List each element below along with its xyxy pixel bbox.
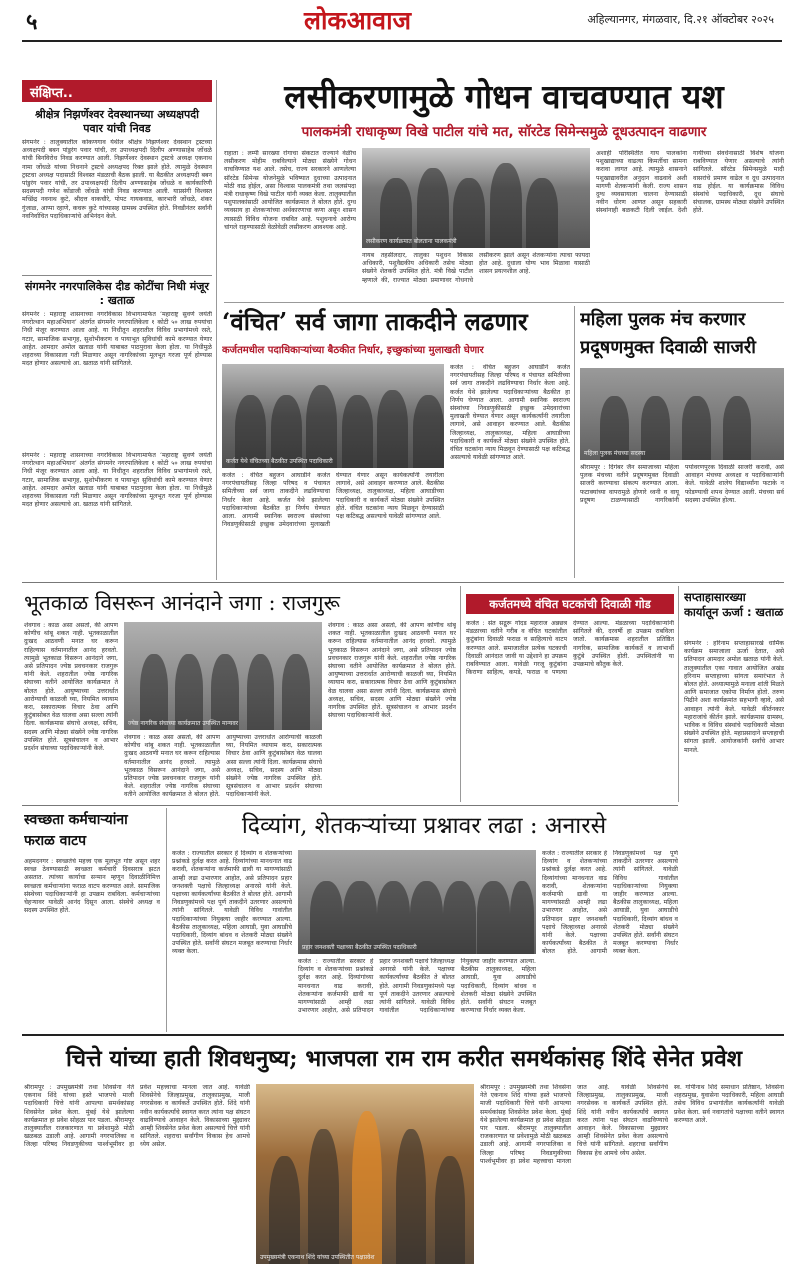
brief-1-title: श्रीक्षेत्र निझर्णेश्वर देवस्थानच्या अध्यक्षपदी पवार यांची निवड — [35, 108, 199, 135]
divyang-headline: दिव्यांग, शेतकऱ्यांच्या प्रश्नावर लढा : अनारसे — [241, 813, 607, 839]
chitte-headline: चित्ते यांच्या हाती शिवधनुष्य; भाजपला राम राम करीत समर्थकांसह शिंदे सेनेत प्रवेश — [65, 1046, 743, 1072]
chitte-photo — [256, 1084, 474, 1264]
rajguru-body-mid: शेवगाव : काळ असा असतो, की आपण कोणीच थांबू शकत नाही. भूतकाळातील दुःखद आठवणी मनात घर करून राहिल्यास वर्तमानातील आनंद हरवतो. त्यामुळे भूतकाळ विसरून आनंदाने जगा, असे प्रतिपादन ज्येष्ठ प्रवचनकार राजगुरू यांनी केले. शहरातील ज्येष्ठ नागरिक संघाच्या वतीने आयोजित कार्यक्रमात ते बोलत होते. आयुष्याच्या उत्तरार्धात आरोग्याची काळजी घ्या, नियमित व्यायाम करा, सकारात्मक विचार ठेवा आणि कुटुंबासोबत वेळ घालवा असा सल्ला त्यांनी दिला. कार्यक्रमास संघाचे अध्यक्ष, सचिव, सदस्य आणि मोठ्या संख्येने ज्येष्ठ नागरिक उपस्थित होते. सूत्रसंचालन व आभार प्रदर्शन संघाच्या पदाधिकाऱ्यांनी केले. — [124, 734, 322, 799]
top-story-body-mid: नायब तहसीलदार, तालुका पशुधन विकास अधिकारी, पशुवैद्यकीय अधिकारी तसेच मोठ्या संख्येने शेतकरी उपस्थित होते. मंत्री विखे पाटील म्हणाले की, राज्यात मोठ्या प्रमाणावर गोधनाचे लसीकरण झाले असून शेतकऱ्यांना त्याचा फायदा होत आहे. दुधाला योग्य भाव मिळावा यासाठी शासन प्रयत्नशील आहे. — [362, 252, 590, 284]
top-story-photo-caption: लसीकरण कार्यक्रमात बोलताना पालकमंत्री — [366, 238, 457, 245]
divyang-photo — [298, 850, 536, 954]
mahila-photo-caption: महिला पुलक मंचच्या सदस्या — [584, 450, 646, 457]
saptah-headline: सप्ताहासारख्या कार्यातून ऊर्जा : खताळ — [684, 590, 784, 619]
vanchit-subheadline: कर्जतमधील पदाधिकाऱ्यांच्या बैठकीत निर्धार, इच्छुकांच्या मुलाखती घेणार — [222, 345, 484, 356]
brief-2-body-cont: संगमनेर : महाराष्ट्र शासनाच्या नगरविकास विभागामार्फत ‘महाराष्ट्र सुवर्ण जयंती नगरोत्थान महाअभियान’ अंतर्गत संगमनेर नगरपालिकेला १ कोटी ५० लाख रुपयांचा निधी मंजूर करण्यात आला आहे. या निधीतून शहरातील विविध प्रभागांमध्ये रस्ते, गटार, सामाजिक सभागृह, सुशोभीकरण व पायाभूत सुविधांची कामे करण्यात येणार आहेत. आमदार अमोल खताळ यांनी याबाबत पाठपुरावा केला होता. या निधीमुळे शहराच्या विकासाला गती मिळणार असून नागरिकांच्या मूलभूत गरजा पूर्ण होण्यास मदत होणार असल्याचे आ. खताळ यांनी सांगितले. — [22, 452, 212, 509]
top-story-subheadline: पालकमंत्री राधाकृष्ण विखे पाटील यांचे मत, सॉरटेड सिमेन्समुळे दूधउत्पादन वाढणार — [301, 124, 707, 140]
mahila-photo — [580, 368, 784, 460]
page-number: ५ — [26, 9, 38, 35]
swachhata-body: अहमदनगर : स्वच्छतेचे महत्त्व एक मूलभूत गोष्ट असून शहर स्वच्छ ठेवण्यासाठी स्वच्छता कर्मचारी दिवसरात्र झटत असतात. त्यांच्या कार्याचा सन्मान म्हणून दिवाळीनिमित्त स्वच्छता कर्मचाऱ्यांना फराळ वाटप करण्यात आले. सामाजिक संस्थेच्या पदाधिकाऱ्यांनी हा उपक्रम राबविला. कर्मचाऱ्यांच्या चेहऱ्यावर यावेळी आनंद दिसून आला. संस्थेचे अध्यक्ष व सदस्य उपस्थित होते. — [24, 858, 160, 915]
divyang-body-right: कर्जत : राज्यातील सरकार हे दिव्यांग व शेतकऱ्यांच्या प्रश्नांकडे दुर्लक्ष करत आहे. दिव्यांगांच्या मानधनात वाढ करावी, शेतकऱ्यांना कर्जमाफी द्यावी या मागण्यांसाठी आम्ही लढा उभारणार आहोत, असे प्रतिपादन प्रहार जनशक्ती पक्षाचे जिल्हाध्यक्ष अनारसे यांनी केले. पक्षाच्या कार्यकर्त्यांच्या बैठकीत ते बोलत होते. आगामी निवडणुकांमध्ये पक्ष पूर्ण ताकदीने उतरणार असल्याचे त्यांनी सांगितले. यावेळी विविध गावांतील पदाधिकाऱ्यांच्या नियुक्त्या जाहीर करण्यात आल्या. बैठकीस तालुकाध्यक्ष, महिला आघाडी, युवा आघाडीचे पदाधिकारी, दिव्यांग बांधव व शेतकरी मोठ्या संख्येने उपस्थित होते. सर्वांनी संघटन मजबूत करण्याचा निर्धार व्यक्त केला. — [542, 850, 678, 956]
brief-1-body: संगमनेर : तालुक्यातील कोकणगाव येथील श्रीक्षेत्र निझर्णेश्वर देवस्थान ट्रस्टच्या अध्यक्षपदी बबन पांडुरंग पवार यांची, तर उपाध्यक्षपदी दिलीप अण्णासाहेब जोंधळे यांची बिनविरोध निवड करण्यात आली. निझर्णेश्वर देवस्थान ट्रस्टचे अध्यक्ष एकनाथ नामा जोंधळे यांच्या निधनाने ट्रस्टचे अध्यक्षपद रिक्त झाले होते. त्यामुळे देवस्थान ट्रस्टचा अध्यक्ष पदासाठी विश्वस्त मंडळाची बैठक झाली. या बैठकीत अध्यक्षपदी बबन पांडुरंग पवार यांची, तर उपाध्यक्षपदी दिलीप अण्णासाहेब जोंधळे व कार्यकारिणी सदस्यपदी गणेश कोंडाजी जोंधळे यांची निवड करण्यात आली. याप्रसंगी विश्वस्त मच्छिंद्र नवनाथ कुटे, श्रीदत्त वाकचौरे, पोपट गायकवाड, कारभारी जोंधळे, शंकर गुंजाळ, आप्पा रहाणे, कचरू कुटे यांच्यासह ग्रामस्थ उपस्थित होते. निवडीनंतर सर्वांनी नवनिर्वाचित पदाधिकाऱ्यांचे अभिनंदन केले. — [22, 139, 212, 220]
saptah-body: संगमनेर : हरिनाम सप्ताहासारखे धार्मिक कार्यक्रम समाजाला ऊर्जा देतात, असे प्रतिपादन आमदार अमोल खताळ यांनी केले. तालुक्यातील एका गावात आयोजित अखंड हरिनाम सप्ताहाच्या सांगता समारंभात ते बोलत होते. अध्यात्मामुळे मनाला शांती मिळते आणि समाजात एकोपा निर्माण होतो. तरुण पिढीने अशा कार्यक्रमांत सहभागी व्हावे, असे आवाहन त्यांनी केले. यावेळी कीर्तनकार महाराजांचे कीर्तन झाले. कार्यक्रमास ग्रामस्थ, भाविक व विविध संस्थांचे पदाधिकारी मोठ्या संख्येने उपस्थित होते. महाप्रसादाने सप्ताहाची सांगता झाली. आयोजकांनी सर्वांचे आभार मानले. — [684, 640, 784, 754]
vanchit-body: कर्जत : वंचित बहुजन आघाडीने कर्जत नगरपंचायतीसह जिल्हा परिषद व पंचायत समितीच्या सर्व जागा ताकदीने लढविण्याचा निर्धार केला आहे. कर्जत येथे झालेल्या पदाधिकाऱ्यांच्या बैठकीत हा निर्णय घेण्यात आला. आगामी स्थानिक स्वराज्य संस्थांच्या निवडणुकीसाठी इच्छुक उमेदवारांच्या मुलाखती घेण्यात येणार असून कार्यकर्त्यांनी तयारीला लागावे, असे आवाहन करण्यात आले. बैठकीस जिल्हाध्यक्ष, तालुकाध्यक्ष, महिला आघाडीच्या पदाधिकारी व कार्यकर्ते मोठ्या संख्येने उपस्थित होते. वंचित घटकांना न्याय मिळवून देण्यासाठी पक्ष कटिबद्ध असल्याचे यावेळी सांगण्यात आले. — [222, 472, 444, 529]
rajguru-photo-caption: ज्येष्ठ नागरिक संघाच्या कार्यक्रमात उपस्थित मान्यवर — [128, 720, 239, 727]
divyang-body-left: कर्जत : राज्यातील सरकार हे दिव्यांग व शेतकऱ्यांच्या प्रश्नांकडे दुर्लक्ष करत आहे. दिव्यांगांच्या मानधनात वाढ करावी, शेतकऱ्यांना कर्जमाफी द्यावी या मागण्यांसाठी आम्ही लढा उभारणार आहोत, असे प्रतिपादन प्रहार जनशक्ती पक्षाचे जिल्हाध्यक्ष अनारसे यांनी केले. पक्षाच्या कार्यकर्त्यांच्या बैठकीत ते बोलत होते. आगामी निवडणुकांमध्ये पक्ष पूर्ण ताकदीने उतरणार असल्याचे त्यांनी सांगितले. यावेळी विविध गावांतील पदाधिकाऱ्यांच्या नियुक्त्या जाहीर करण्यात आल्या. बैठकीस तालुकाध्यक्ष, महिला आघाडी, युवा आघाडीचे पदाधिकारी, दिव्यांग बांधव व शेतकरी मोठ्या संख्येने उपस्थित होते. सर्वांनी संघटन मजबूत करण्याचा निर्धार व्यक्त केला. — [172, 850, 292, 956]
vanchit-photo-caption: कर्जत येथे वंचितच्या बैठकीत उपस्थित पदाधिकारी — [226, 458, 333, 465]
mahila-headline: महिला पुलक मंच करणार प्रदूषणमुक्त दिवाळी साजरी — [580, 309, 756, 358]
divyang-photo-caption: प्रहार जनशक्ती पक्षाच्या बैठकीत उपस्थित पदाधिकारी — [302, 944, 417, 951]
karjat-diwali-headline: कर्जतमध्ये वंचित घटकांची दिवाळी गोड — [466, 594, 674, 614]
rajguru-headline: भूतकाळ विसरून आनंदाने जगा : राजगुरू — [24, 591, 340, 615]
sidebar-heading: संक्षिप्त.. — [22, 80, 212, 102]
brief-2-body: संगमनेर : महाराष्ट्र शासनाच्या नगरविकास विभागामार्फत ‘महाराष्ट्र सुवर्ण जयंती नगरोत्थान महाअभियान’ अंतर्गत संगमनेर नगरपालिकेला १ कोटी ५० लाख रुपयांचा निधी मंजूर करण्यात आला आहे. या निधीतून शहरातील विविध प्रभागांमध्ये रस्ते, गटार, सामाजिक सभागृह, सुशोभीकरण व पायाभूत सुविधांची कामे करण्यात येणार आहेत. आमदार अमोल खताळ यांनी याबाबत पाठपुरावा केला होता. या निधीमुळे शहराच्या विकासाला गती मिळणार असून नागरिकांच्या मूलभूत गरजा पूर्ण होण्यास मदत होणार असल्याचे आ. खताळ यांनी सांगितले. — [22, 311, 212, 368]
top-story-body-right: अशाही परिस्थितीत गाय पालकांना पशुखाद्याच्या वाढत्या किमतींचा सामना करावा लागत आहे. त्यामुळे शासनाने पशुखाद्यावरील अनुदान वाढवावे अशी मागणी शेतकऱ्यांनी केली. राज्य शासन दुग्ध व्यवसायाला चालना देण्यासाठी नवीन धोरण आणत असून सहकारी संस्थांनाही बळकटी दिली जाईल. देशी गायींच्या संवर्धनासाठी विशेष योजना राबविण्यात येणार असल्याचे त्यांनी सांगितले. सॉरटेड सिमेन्समुळे मादी वासरांचे प्रमाण वाढेल व दूध उत्पादनात वाढ होईल. या कार्यक्रमास विविध संस्थांचे पदाधिकारी, दूध संघाचे संचालक, ग्रामस्थ मोठ्या संख्येने उपस्थित होते. — [596, 150, 784, 215]
masthead-logo: लोकआवाज — [304, 6, 412, 35]
vanchit-photo — [222, 364, 444, 468]
top-story-headline: लसीकरणामुळे गोधन वाचवण्यात यश — [284, 77, 724, 116]
vanchit-headline: ‘वंचित’ सर्व जागा ताकदीने लढणार — [222, 307, 528, 336]
top-story-body-left: राहाता : लम्पी सारख्या रोगाचा संकटात राज्याने वेळीच लसीकरण मोहीम राबविल्याने मोठ्या संख्येने गोधन वाचविण्यात यश आले. तसेच, राज्य सरकारने आणलेल्या सॉरटेड सिमेन्स योजनेमुळे भविष्यात दुधाच्या उत्पादनात मोठी वाढ होईल, असा विश्वास पालकमंत्री तथा जलसंपदा मंत्री राधाकृष्ण विखे पाटील यांनी व्यक्त केला. तालुक्यातील पशुपालकांसाठी आयोजित कार्यक्रमात ते बोलत होते. दुग्ध व्यवसाय हा शेतकऱ्यांच्या अर्थकारणाचा कणा असून शासन त्यासाठी विविध योजना राबवित आहे. पशुधनाचे आरोग्य चांगले राहण्यासाठी वेळोवेळी लसीकरण आवश्यक आहे. — [224, 150, 356, 231]
rajguru-body-right: शेवगाव : काळ असा असतो, की आपण कोणीच थांबू शकत नाही. भूतकाळातील दुःखद आठवणी मनात घर करून राहिल्यास वर्तमानातील आनंद हरवतो. त्यामुळे भूतकाळ विसरून आनंदाने जगा, असे प्रतिपादन ज्येष्ठ प्रवचनकार राजगुरू यांनी केले. शहरातील ज्येष्ठ नागरिक संघाच्या वतीने आयोजित कार्यक्रमात ते बोलत होते. आयुष्याच्या उत्तरार्धात आरोग्याची काळजी घ्या, नियमित व्यायाम करा, सकारात्मक विचार ठेवा आणि कुटुंबासोबत वेळ घालवा असा सल्ला त्यांनी दिला. कार्यक्रमास संघाचे अध्यक्ष, सचिव, सदस्य आणि मोठ्या संख्येने ज्येष्ठ नागरिक उपस्थित होते. सूत्रसंचालन व आभार प्रदर्शन संघाच्या पदाधिकाऱ्यांनी केले. — [328, 622, 456, 720]
masthead — [0, 0, 800, 46]
chitte-body-left: श्रीरामपूर : उपमुख्यमंत्री तथा शिवसेना नेते एकनाथ शिंदे यांच्या हस्ते भाजपचे माजी पदाधिकारी चित्ते यांनी आपल्या समर्थकांसह शिवसेनेत प्रवेश केला. मुंबई येथे झालेल्या कार्यक्रमात हा प्रवेश सोहळा पार पडला. श्रीरामपूर तालुक्यातील राजकारणात या प्रवेशामुळे मोठी खळबळ उडाली आहे. आगामी नगरपालिका व जिल्हा परिषद निवडणुकीच्या पार्श्वभूमीवर हा प्रवेश महत्त्वाचा मानला जात आहे. यावेळी शिवसेनेचे जिल्हाप्रमुख, तालुकाप्रमुख, माजी नगरसेवक व कार्यकर्ते उपस्थित होते. शिंदे यांनी नवीन कार्यकर्त्यांचे स्वागत करत त्यांना पक्ष संघटन वाढविण्याचे आवाहन केले. विकासाच्या मुद्द्यावर आम्ही शिवसेनेत प्रवेश केला असल्याचे चित्ते यांनी सांगितले. शहराचा सर्वांगीण विकास हेच आमचे ध्येय असेल. — [24, 1084, 250, 1149]
sidebar-briefs — [22, 80, 212, 452]
vanchit-body-right: कर्जत : वंचित बहुजन आघाडीने कर्जत नगरपंचायतीसह जिल्हा परिषद व पंचायत समितीच्या सर्व जागा ताकदीने लढविण्याचा निर्धार केला आहे. कर्जत येथे झालेल्या पदाधिकाऱ्यांच्या बैठकीत हा निर्णय घेण्यात आला. आगामी स्थानिक स्वराज्य संस्थांच्या निवडणुकीसाठी इच्छुक उमेदवारांच्या मुलाखती घेण्यात येणार असून कार्यकर्त्यांनी तयारीला लागावे, असे आवाहन करण्यात आले. बैठकीस जिल्हाध्यक्ष, तालुकाध्यक्ष, महिला आघाडीच्या पदाधिकारी व कार्यकर्ते मोठ्या संख्येने उपस्थित होते. वंचित घटकांना न्याय मिळवून देण्यासाठी पक्ष कटिबद्ध असल्याचे यावेळी सांगण्यात आले. — [450, 364, 570, 462]
chitte-photo-caption: उपमुख्यमंत्री एकनाथ शिंदे यांच्या उपस्थितीत पक्षप्रवेश — [260, 1254, 375, 1261]
karjat-diwali-body: कर्जत : संत सद्गुरू गोदड महाराज अन्नछत्र मंडळाच्या वतीने गरीब व वंचित घटकांतील कुटुंबांना दिवाळी फराळ व साहित्याचे वाटप करण्यात आले. समाजातील प्रत्येक घटकाची दिवाळी आनंदात जावी या उद्देशाने हा उपक्रम राबविण्यात आला. यावेळी गरजू कुटुंबांना किराणा साहित्य, कपडे, फराळ व पणत्या देण्यात आल्या. मंडळाच्या पदाधिकाऱ्यांनी सांगितले की, दरवर्षी हा उपक्रम राबविला जातो. कार्यक्रमास शहरातील प्रतिष्ठित नागरिक, सामाजिक कार्यकर्ते व लाभार्थी कुटुंबे उपस्थित होती. उपस्थितांनी या उपक्रमाचे कौतुक केले. — [466, 620, 674, 677]
rajguru-photo — [124, 622, 322, 730]
divyang-body-mid: कर्जत : राज्यातील सरकार हे दिव्यांग व शेतकऱ्यांच्या प्रश्नांकडे दुर्लक्ष करत आहे. दिव्यांगांच्या मानधनात वाढ करावी, शेतकऱ्यांना कर्जमाफी द्यावी या मागण्यांसाठी आम्ही लढा उभारणार आहोत, असे प्रतिपादन प्रहार जनशक्ती पक्षाचे जिल्हाध्यक्ष अनारसे यांनी केले. पक्षाच्या कार्यकर्त्यांच्या बैठकीत ते बोलत होते. आगामी निवडणुकांमध्ये पक्ष पूर्ण ताकदीने उतरणार असल्याचे त्यांनी सांगितले. यावेळी विविध गावांतील पदाधिकाऱ्यांच्या नियुक्त्या जाहीर करण्यात आल्या. बैठकीस तालुकाध्यक्ष, महिला आघाडी, युवा आघाडीचे पदाधिकारी, दिव्यांग बांधव व शेतकरी मोठ्या संख्येने उपस्थित होते. सर्वांनी संघटन मजबूत करण्याचा निर्धार व्यक्त केला. — [298, 958, 536, 1015]
dateline: अहिल्यानगर, मंगळवार, दि.२१ ऑक्टोबर २०२५ — [587, 13, 774, 26]
top-story-photo — [362, 148, 590, 248]
swachhata-headline: स्वच्छता कर्मचाऱ्यांना फराळ वाटप — [24, 812, 128, 849]
brief-2-title: संगमनेर नगरपालिकेस दीड कोटींचा निधी मंजूर : खताळ — [25, 280, 209, 307]
rajguru-body-left: शेवगाव : काळ असा असतो, की आपण कोणीच थांबू शकत नाही. भूतकाळातील दुःखद आठवणी मनात घर करून राहिल्यास वर्तमानातील आनंद हरवतो. त्यामुळे भूतकाळ विसरून आनंदाने जगा, असे प्रतिपादन ज्येष्ठ प्रवचनकार राजगुरू यांनी केले. शहरातील ज्येष्ठ नागरिक संघाच्या वतीने आयोजित कार्यक्रमात ते बोलत होते. आयुष्याच्या उत्तरार्धात आरोग्याची काळजी घ्या, नियमित व्यायाम करा, सकारात्मक विचार ठेवा आणि कुटुंबासोबत वेळ घालवा असा सल्ला त्यांनी दिला. कार्यक्रमास संघाचे अध्यक्ष, सचिव, सदस्य आणि मोठ्या संख्येने ज्येष्ठ नागरिक उपस्थित होते. सूत्रसंचालन व आभार प्रदर्शन संघाच्या पदाधिकाऱ्यांनी केले. — [24, 622, 118, 753]
chitte-body-mid: श्रीरामपूर : उपमुख्यमंत्री तथा शिवसेना नेते एकनाथ शिंदे यांच्या हस्ते भाजपचे माजी पदाधिकारी चित्ते यांनी आपल्या समर्थकांसह शिवसेनेत प्रवेश केला. मुंबई येथे झालेल्या कार्यक्रमात हा प्रवेश सोहळा पार पडला. श्रीरामपूर तालुक्यातील राजकारणात या प्रवेशामुळे मोठी खळबळ उडाली आहे. आगामी नगरपालिका व जिल्हा परिषद निवडणुकीच्या पार्श्वभूमीवर हा प्रवेश महत्त्वाचा मानला जात आहे. यावेळी शिवसेनेचे जिल्हाप्रमुख, तालुकाप्रमुख, माजी नगरसेवक व कार्यकर्ते उपस्थित होते. शिंदे यांनी नवीन कार्यकर्त्यांचे स्वागत करत त्यांना पक्ष संघटन वाढविण्याचे आवाहन केले. विकासाच्या मुद्द्यावर आम्ही शिवसेनेत प्रवेश केला असल्याचे चित्ते यांनी सांगितले. शहराचा सर्वांगीण विकास हेच आमचे ध्येय असेल. — [480, 1084, 668, 1165]
chitte-body-right: स्व. गोपीनाथ शिंदे समाधान प्रतिष्ठान, शिवसेना शहरप्रमुख, युवासेना पदाधिकारी, महिला आघाडी तसेच विविध प्रभागांतील कार्यकर्त्यांनी यावेळी प्रवेश केला. सर्व नवागतांचे पक्षाच्या वतीने स्वागत करण्यात आले. — [674, 1084, 784, 1124]
mahila-body: श्रीरामपूर : दिगंबर जैन समाजाच्या महिला पुलक मंचच्या वतीने प्रदूषणमुक्त दिवाळी साजरी करण्याचा संकल्प करण्यात आला. फटाक्यांच्या वापरामुळे होणारे ध्वनी व वायू प्रदूषण टाळण्यासाठी नागरिकांनी पर्यावरणपूरक दिवाळी साजरी करावी, असे आवाहन मंचच्या अध्यक्षा व पदाधिकाऱ्यांनी केले. यावेळी शालेय विद्यार्थ्यांना फटाके न फोडण्याची शपथ देण्यात आली. मंचच्या सर्व सदस्या उपस्थित होत्या. — [580, 464, 784, 504]
